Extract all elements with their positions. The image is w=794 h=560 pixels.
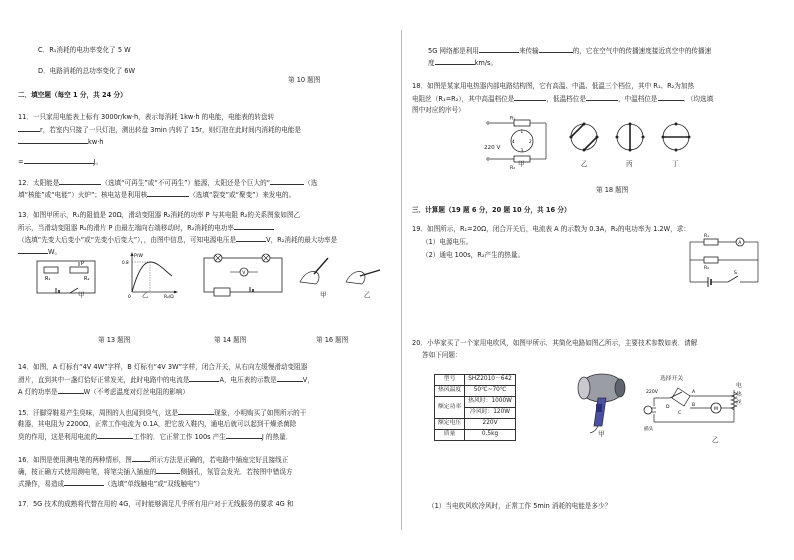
q17-blank2[interactable] — [539, 46, 573, 53]
q16-line2: 确，按正确方式使用测电笔，将笔尖插入插座的 侧插孔，氖管会发光．若按图中错误方 — [18, 468, 293, 476]
svg-text:V: V — [242, 270, 246, 276]
q18-blank3[interactable] — [658, 94, 684, 101]
q11-blank2[interactable] — [18, 137, 88, 144]
spec-mass-value: 0.5kg — [465, 430, 516, 441]
q18-line2: 电阻丝（R₁=R₂），其中高温档位是 ，低温档位是 ，中温档位是 ．（均选填 — [412, 95, 714, 103]
q17-line3: 度 km/s。 — [428, 59, 498, 67]
fig13-axis-r: R₂/Ω — [164, 295, 174, 300]
q13-blank3[interactable] — [18, 247, 48, 254]
fig18-voltage: 220 V — [484, 145, 501, 151]
q15-blank3[interactable] — [226, 432, 262, 439]
q13-line1: 13．如图甲所示，R₁的阻值是 20Ω，滑动变阻器 R₂消耗的功率 P 与其电阻 R₂的关系图象如图乙 — [18, 211, 301, 219]
q12-blank2[interactable] — [270, 178, 304, 185]
q11-blank3[interactable] — [24, 157, 94, 164]
q12-line1: 12．太阳能是 （选填“可再生”或“不可再生”）能源，太阳还是个巨大的“ （选 — [18, 179, 318, 187]
fig18-label-yi: 乙 — [581, 160, 588, 168]
fig16-caption: 第 16 题图 — [316, 336, 349, 344]
fig19-r1-label: R₁ — [704, 234, 710, 239]
section3-title: 三．计算题（19 题 6 分，20 题 10 分，共 16 分） — [412, 206, 571, 214]
fig18-switch-ding — [656, 119, 696, 159]
q16-blank3[interactable] — [64, 479, 104, 486]
q18-line1: 18．如图是某家用电热器内部电路结构图，它有高温、中温、低温三个档位，其中 R₁、R₂为加热 — [412, 82, 695, 90]
fig16-label-yi: 乙 — [364, 291, 371, 299]
q17-line1: 17．5G 技术的成熟将代替在用的 4G，可时能够满足几乎所有用户对于无线服务的要求 4G 和 — [18, 500, 294, 508]
q13-line2: 所示，当滑动变阻器 R₂的滑片 P 由最左端向右端移动时，R₂消耗的电功率 — [18, 223, 274, 233]
q16-blank2[interactable] — [156, 467, 180, 474]
spec-power-hot: 热风时：1000W — [465, 397, 516, 408]
fig10-caption: 第 10 题图 — [288, 76, 321, 84]
q17-blank3[interactable] — [435, 58, 475, 65]
q12-blank3[interactable] — [147, 190, 189, 197]
q12-line2: 填“核能”或“电能”）火炉”；核电站是利用核 （选填“裂变”或“聚变”）来发电的。 — [18, 191, 296, 199]
q16-line1: 16．如图是使用测电笔的两种情形，图 所示方法是正确的，若电路中插座完好且接线正 — [18, 456, 289, 464]
fig18-r2: R₂ — [510, 166, 516, 170]
fig20-label-jia: 甲 — [598, 430, 605, 438]
spec-power-cold: 冷风时：120W — [465, 408, 516, 419]
q17-blank1[interactable] — [479, 46, 519, 53]
q19-line2: （1）电源电压。 — [422, 238, 473, 246]
q15-line2: 鞋器，其电阻为 2200Ω，正常工作电流为 0.1A，把它放入鞋内，通电后就可以起到干燥杀菌除 — [18, 420, 297, 428]
q18-blank1[interactable] — [514, 94, 546, 101]
fig13-graph — [122, 250, 180, 300]
q9-option-d: D．电路消耗的总功率变化了 6W — [38, 67, 136, 75]
fig18-n2: 2 — [529, 139, 532, 144]
q19-line3: （2）通电 100s，R₂产生的热量。 — [422, 251, 525, 259]
fig13-value: 0.8 — [122, 260, 129, 265]
fig20-motor-label: M — [714, 407, 718, 412]
q11-line3: kw·h — [18, 137, 104, 147]
fig20-point-b: B — [692, 403, 696, 408]
spec-volt-value: 220V — [465, 419, 516, 430]
spec-row-mass — [435, 430, 516, 441]
fig20-point-c: C — [678, 411, 682, 416]
fig19-ammeter-label: A — [738, 240, 742, 246]
fig13-axis-p: P/W — [134, 254, 143, 259]
fig13-p-label: P — [81, 261, 85, 267]
q20-line1: 20．小华家买了一个家用电吹风，如图甲所示．其简化电路如图乙所示，主要技术参数如表．请解 — [412, 339, 698, 347]
q11-line1: 11．一只家用电能表上标有 3000r/kw·h，表示每消耗 1kw·h 的电能，电能表的转盘转 — [18, 113, 275, 121]
fig13-r2-label: R₂ — [84, 276, 90, 282]
q13-line3: （选填“先变大后变小”或“先变小后变大”），，由图中信息，可知电源电压是 V，R₂消耗的最大功率是 — [18, 236, 338, 244]
spec-mass-label: 质量 — [435, 430, 465, 441]
q14-line3: A 灯的功率是 W（不考虑温度对灯丝电阻的影响） — [18, 388, 190, 396]
left-column — [18, 0, 390, 560]
q18-blank2[interactable] — [586, 94, 618, 101]
fig19-circuit — [684, 232, 764, 288]
q11-line4: = J。 — [18, 158, 103, 166]
q12-blank1[interactable] — [59, 178, 101, 185]
fig20-point-a: A — [692, 390, 696, 395]
fig19-switch-label: S — [734, 271, 737, 276]
q14-blank2[interactable] — [277, 375, 303, 382]
section2-title: 二．填空题（每空 1 分，共 24 分） — [18, 91, 127, 99]
hair-dryer-image — [572, 370, 628, 434]
fig20-switch-label: 选择开关 — [660, 376, 684, 382]
spec-volt-label: 额定电压 — [435, 419, 465, 430]
fig13-label-yi: 乙 — [142, 291, 149, 299]
spec-row-model — [435, 375, 516, 386]
spec-power-label: 额定功率 — [435, 397, 465, 419]
fig18-caption: 第 18 题图 — [596, 186, 629, 194]
q9-option-c: C．R₁消耗的电功率变化了 5 W — [38, 46, 131, 54]
fig18-switch-yi — [564, 119, 604, 159]
fig13-r1-label: R₁ — [45, 276, 51, 282]
q15-line3: 臭的作用，这是利用电流的 工作的．它正常工作 100s 产生 J 的热量． — [18, 433, 293, 441]
right-column — [412, 0, 777, 560]
q15-line1: 15．汗脚穿鞋易产生臭味，周围的人也闻到臭气，这是 现象，小明购买了如图所示的干 — [18, 409, 307, 417]
column-divider — [401, 30, 402, 530]
fig13-origin: 0 — [128, 295, 131, 300]
fig20-volt-label: 220V — [646, 390, 658, 395]
fig19-r2-label: R₂ — [704, 266, 710, 271]
spec-row-voltage — [435, 419, 516, 430]
fig18-n1: 1 — [520, 129, 524, 134]
fig16-testpen — [294, 252, 384, 292]
q15-blank2[interactable] — [97, 432, 133, 439]
fig18-label-ding: 丁 — [672, 160, 679, 168]
fig18-n4: 4 — [512, 139, 515, 144]
spec-temp-label: 热风温度 — [435, 386, 465, 397]
fig18-switch-bing — [610, 119, 650, 159]
q11-line2: r，若室内只接了一只灯泡，测出转盘 3min 内转了 15r，则灯泡在此时间内消耗的电能是 — [18, 125, 301, 135]
fig13-caption: 第 13 题图 — [98, 336, 131, 344]
fig13-label-jia: 甲 — [78, 291, 85, 299]
q16-blank1[interactable] — [132, 455, 150, 462]
fig20-heater-label: 电热丝 — [736, 383, 742, 407]
fig14-circuit — [200, 252, 286, 298]
spec-row-temp — [435, 386, 516, 397]
fig13-circuit — [34, 258, 98, 298]
fig18-n3: 3 — [520, 148, 524, 153]
spec-row-power-hot — [435, 397, 516, 408]
q15-blank1[interactable] — [178, 408, 214, 415]
fig20-point-d: D — [666, 405, 670, 410]
fig20-plug-label: 插头 — [644, 427, 654, 432]
q20-sub1: （1）当电吹风吹冷风时，正常工作 5min 消耗的电能是多少？ — [428, 502, 612, 510]
spec-model-label: 型号 — [435, 375, 465, 386]
fig18-label-bing: 丙 — [626, 160, 633, 168]
q13-line4: W。 — [18, 247, 61, 257]
spec-table — [434, 374, 516, 441]
fig18-r1: R₁ — [510, 116, 516, 122]
q14-blank1[interactable] — [189, 375, 219, 382]
q13-blank2[interactable] — [236, 235, 266, 242]
q17-line2: 5G 网络都是利用 来传输 的，它在空气中的传播速度接近真空中的传播速 — [428, 47, 712, 55]
spec-temp-value: 50℃~70℃ — [465, 386, 516, 397]
q20-line2: 答如下问题： — [422, 351, 462, 359]
q14-line2: 滑片，直到其中一盏灯恰好正常发光，此时电路中的电流是 A，电压表的示数是 V， — [18, 376, 314, 384]
q13-blank1[interactable] — [234, 223, 274, 230]
q19-line1: 19．如图所示，R₁=20Ω，闭合开关后，电流表 A 的示数为 0.3A，R₂的电功率为 1.2W，求： — [412, 225, 690, 233]
fig20-label-yi: 乙 — [712, 436, 719, 444]
fig18-label-jia: 甲 — [518, 160, 525, 168]
q16-line3: 式操作，易造成 （选填“单线触电”或“双线触电”） — [18, 480, 204, 488]
fig16-label-jia: 甲 — [320, 291, 327, 299]
q11-blank1[interactable] — [18, 125, 40, 132]
spec-model-value: SHZ2010－642 — [465, 375, 516, 386]
fig14-caption: 第 14 题图 — [214, 336, 247, 344]
q14-blank3[interactable] — [58, 387, 84, 394]
q14-line1: 14．如图，A 灯标有“4V 4W”字样，B 灯标有“4V 3W”字样，闭合开关，从右向左缓慢滑动变阻器 — [18, 363, 308, 371]
q18-line3: 图中对应的序号） — [412, 106, 465, 114]
